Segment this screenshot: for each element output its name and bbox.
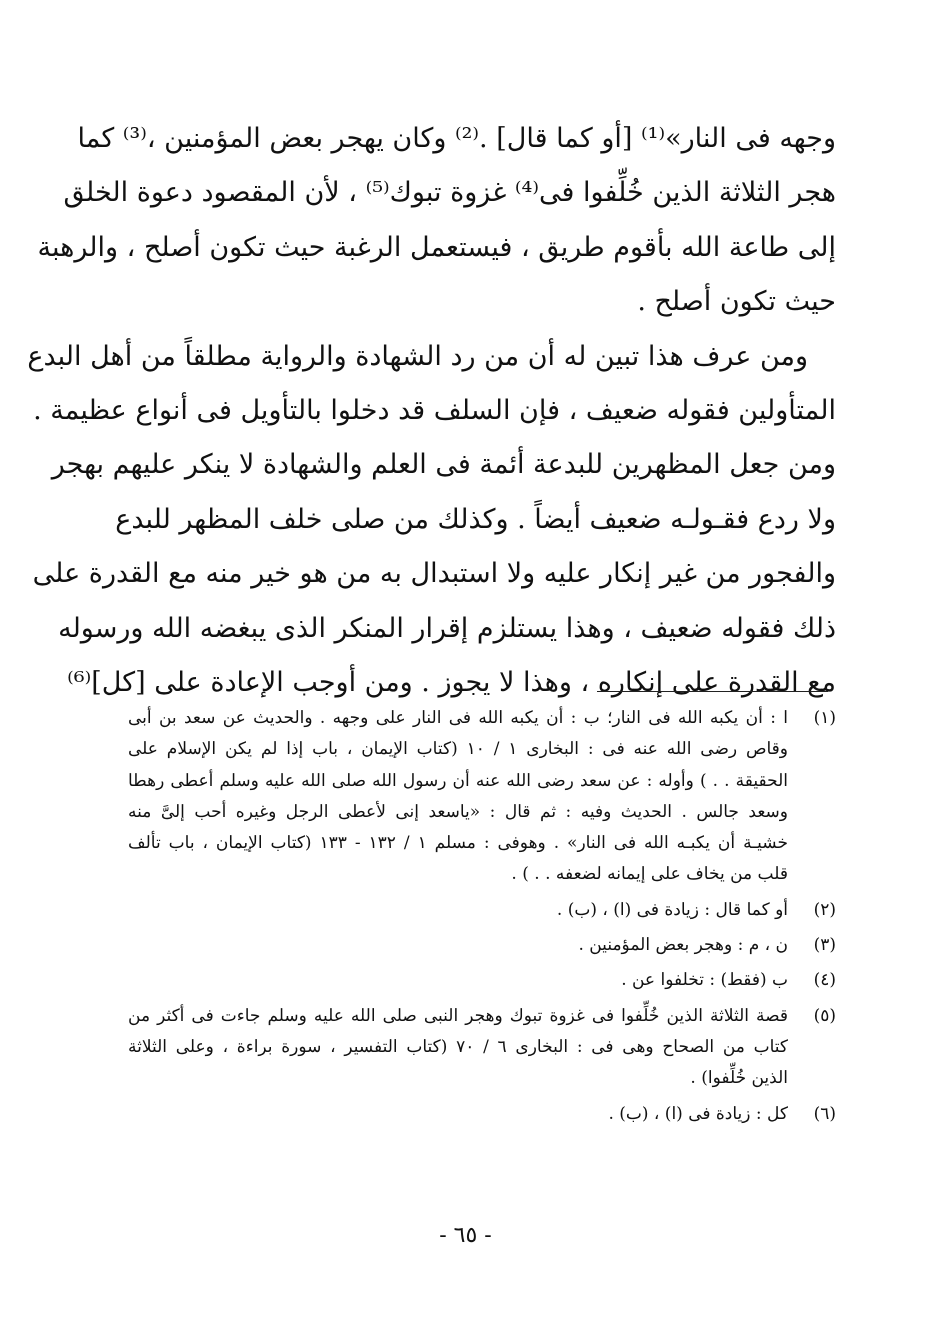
footnote-5 bbox=[128, 1001, 840, 1095]
body-line: إلى طاعة الله بأقوم طريق ، فيستعمل الرغبة حيث تكون أصلح ، والرهبة bbox=[37, 231, 836, 263]
body-line: ذلك فقوله ضعيف ، وهذا يستلزم إقرار المنكر الذى يبغضه الله ورسوله bbox=[58, 612, 836, 644]
footnote-number: (٤) bbox=[813, 970, 836, 991]
footnote-line: قصة الثلاثة الذين خُلِّفوا فى غزوة تبوك وهجر النبى صلى الله عليه وسلم جاءت فى أكثر من bbox=[128, 1005, 788, 1026]
footnote-text bbox=[128, 930, 788, 961]
footnote-6 bbox=[128, 1099, 840, 1130]
footnote-number: (١) bbox=[813, 708, 836, 728]
footnote-line: ا : أن يكبه الله فى النار؛ ب : أن يكبه الله فى النار على وجهه . والحديث عن سعد بن أبى bbox=[128, 708, 788, 728]
footnote-line: قلب من يخاف على إيمانه لضعفه . . ) . bbox=[511, 864, 788, 885]
body-line: وجهه فى النار»⁽¹⁾ [أو كما قال] .⁽²⁾ وكان يهجر بعض المؤمنين ،⁽³⁾ كما bbox=[77, 123, 836, 154]
footnote-line: ن ، م : وهجر بعض المؤمنين . bbox=[578, 935, 788, 956]
footnote-line: ب (فقط) : تخلفوا عن . bbox=[621, 970, 788, 991]
footnote-text bbox=[128, 1099, 788, 1130]
footnote-line: خشيـة أن يكبـه الله فى النار» . وهوفى : مسلم ١ / ١٣٢ - ١٣٣ (كتاب الإيمان ، باب تألف bbox=[128, 833, 788, 854]
footnote-line: كتاب من الصحاح وهى فى : البخارى ٦ / ٧٠ (كتاب التفسير ، سورة براءة ، وعلى الثلاثة bbox=[128, 1036, 788, 1057]
footnote-4 bbox=[128, 965, 840, 996]
body-line: المتأولين فقوله ضعيف ، فإن السلف قد دخلوا بالتأويل فى أنواع عظيمة . bbox=[33, 394, 836, 426]
footnote-line: كل : زيادة فى (ا) ، (ب) . bbox=[608, 1103, 788, 1124]
footnotes bbox=[128, 703, 840, 1134]
footnote-text bbox=[128, 1001, 788, 1095]
footnote-line: وسعد جالس . الحديث وفيه : ثم قال : «ياسعد إنى لأعطى الرجل وغيره أحب إلىَّ منه bbox=[128, 801, 788, 822]
footnote-line: أو كما قال : زيادة فى (ا) ، (ب) . bbox=[556, 899, 788, 920]
footnote-line: الحقيقة . . ) وأوله : عن سعد رضى الله عنه أن رسول الله صلى الله عليه وسلم أعطى رهطا bbox=[128, 770, 788, 791]
footnote-text bbox=[128, 895, 788, 926]
footnote-line: الذين خُلِّفوا) . bbox=[690, 1068, 788, 1089]
body-line: ولا ردع فقـولـه ضعيف أيضاً . وكذلك من صلى خلف المظهر للبدع bbox=[115, 503, 836, 535]
footnote-number: (٣) bbox=[813, 935, 836, 956]
footnote-text bbox=[128, 703, 788, 891]
footnote-3 bbox=[128, 930, 840, 961]
footnote-2 bbox=[128, 895, 840, 926]
body-line: هجر الثلاثة الذين خُلِّفوا فى⁽⁴⁾ غزوة تبوك⁽⁵⁾ ، لأن المقصود دعوة الخلق bbox=[63, 177, 836, 209]
footnote-number: (٢) bbox=[813, 899, 836, 920]
body-line: حيث تكون أصلح . bbox=[637, 286, 836, 318]
footnote-1 bbox=[128, 703, 840, 891]
footnote-text bbox=[128, 965, 788, 996]
footnote-number: (٥) bbox=[813, 1005, 836, 1026]
footnote-number: (٦) bbox=[813, 1103, 836, 1124]
page-number: - ٦٥ - bbox=[439, 1223, 492, 1248]
body-line: ومن عرف هذا تبين له أن من رد الشهادة والرواية مطلقاً من أهل البدع bbox=[27, 340, 808, 372]
body-line: مع القدرة على إنكاره ، وهذا لا يجوز . ومن أوجب الإعادة على [كل]⁽⁶⁾ bbox=[67, 666, 836, 698]
footnote-divider bbox=[597, 691, 828, 692]
body-line: والفجور من غير إنكار عليه ولا استبدال به من هو خير منه مع القدرة على bbox=[32, 558, 836, 590]
main-text bbox=[27, 112, 836, 710]
footnote-line: وقاص رضى الله عنه فى : البخارى ١ / ١٠ (كتاب الإيمان ، باب إذا لم يكن الإسلام على bbox=[128, 739, 789, 760]
body-line: ومن جعل المظهرين للبدعة أئمة فى العلم والشهادة لا ينكر عليهم بهجر bbox=[51, 449, 836, 481]
